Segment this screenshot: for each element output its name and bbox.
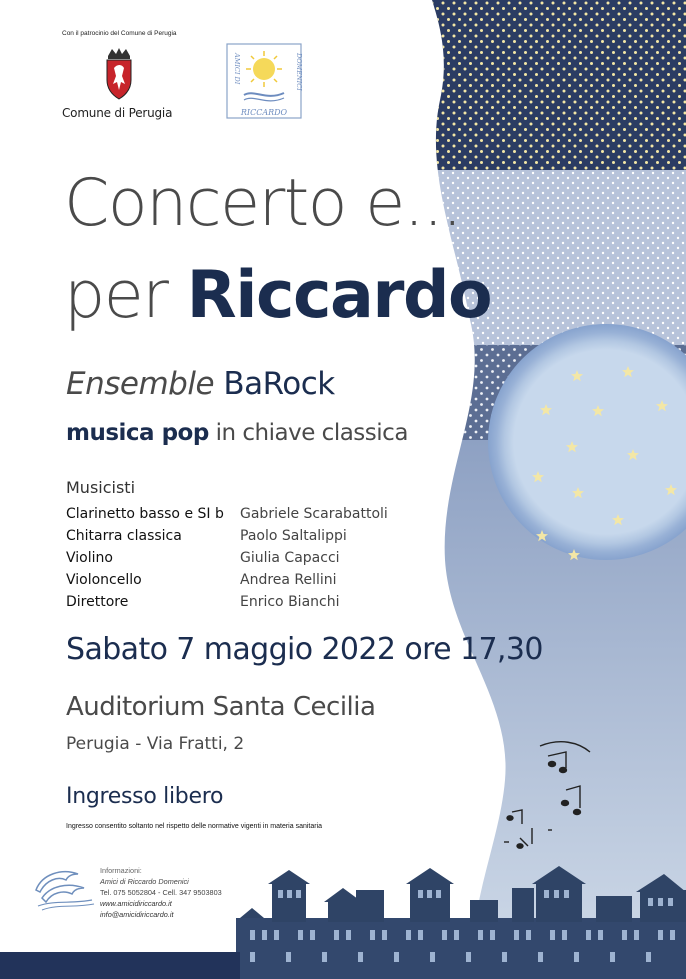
musician-row: [66, 591, 388, 613]
event-address: Perugia - Via Fratti, 2: [66, 734, 245, 754]
musicians-list: [66, 503, 388, 613]
title-name: Riccardo: [186, 258, 492, 333]
subtitle-rest: in chiave classica: [208, 420, 408, 446]
info-phones: Tel. 075 5052804 - Cell. 347 9503803: [100, 888, 222, 897]
musician-name: Giulia Capacci: [240, 550, 340, 566]
info-block: [100, 865, 222, 920]
bottom-bar: [0, 952, 240, 979]
musician-name: Paolo Saltalippi: [240, 528, 347, 544]
svg-text:DOMENICI: DOMENICI: [295, 53, 303, 91]
event-venue: Auditorium Santa Cecilia: [66, 692, 376, 722]
svg-text:AMICI DI: AMICI DI: [233, 53, 241, 85]
entry-note: Ingresso consentito soltanto nel rispetto delle normative vigenti in materia sanitaria: [66, 823, 323, 830]
musician-row: [66, 569, 388, 591]
musician-name: Gabriele Scarabattoli: [240, 506, 388, 522]
musician-role: Violoncello: [66, 572, 142, 588]
title-line-2: [64, 258, 491, 333]
amici-di-riccardo-logo: [226, 43, 302, 119]
musician-row: [66, 547, 388, 569]
ensemble-name: [66, 366, 335, 402]
info-website-link[interactable]: www.amicidiriccardo.it: [100, 899, 172, 908]
musician-row: [66, 525, 388, 547]
subtitle-highlight: musica pop: [66, 420, 209, 446]
perugia-crest-icon: [104, 46, 134, 102]
musician-name: Andrea Rellini: [240, 572, 337, 588]
svg-text:RICCARDO: RICCARDO: [240, 108, 288, 117]
info-label: Informazioni:: [100, 866, 142, 875]
musician-name: Enrico Bianchi: [240, 594, 340, 610]
musicians-heading: Musicisti: [66, 478, 136, 497]
musician-row: [66, 503, 388, 525]
entry-label: Ingresso libero: [66, 784, 224, 809]
title-line-1: Concerto e...: [64, 166, 462, 241]
patronage-note: Con il patrocinio del Comune di Perugia: [62, 30, 177, 37]
ensemble-label: Ensemble: [66, 366, 215, 402]
info-org: Amici di Riccardo Domenici: [100, 877, 189, 886]
musician-role: Direttore: [66, 594, 129, 610]
comune-label: Comune di Perugia: [62, 106, 173, 120]
musician-role: Chitarra classica: [66, 528, 182, 544]
subtitle: [66, 420, 408, 446]
musician-role: Clarinetto basso e SI b: [66, 506, 224, 522]
info-email-link[interactable]: info@amicidiriccardo.it: [100, 910, 174, 919]
event-date: Sabato 7 maggio 2022 ore 17,30: [66, 632, 543, 667]
musician-role: Violino: [66, 550, 113, 566]
dolphins-logo: [32, 860, 98, 912]
title-prefix: per: [64, 258, 187, 333]
ensemble-title: BaRock: [214, 366, 335, 402]
